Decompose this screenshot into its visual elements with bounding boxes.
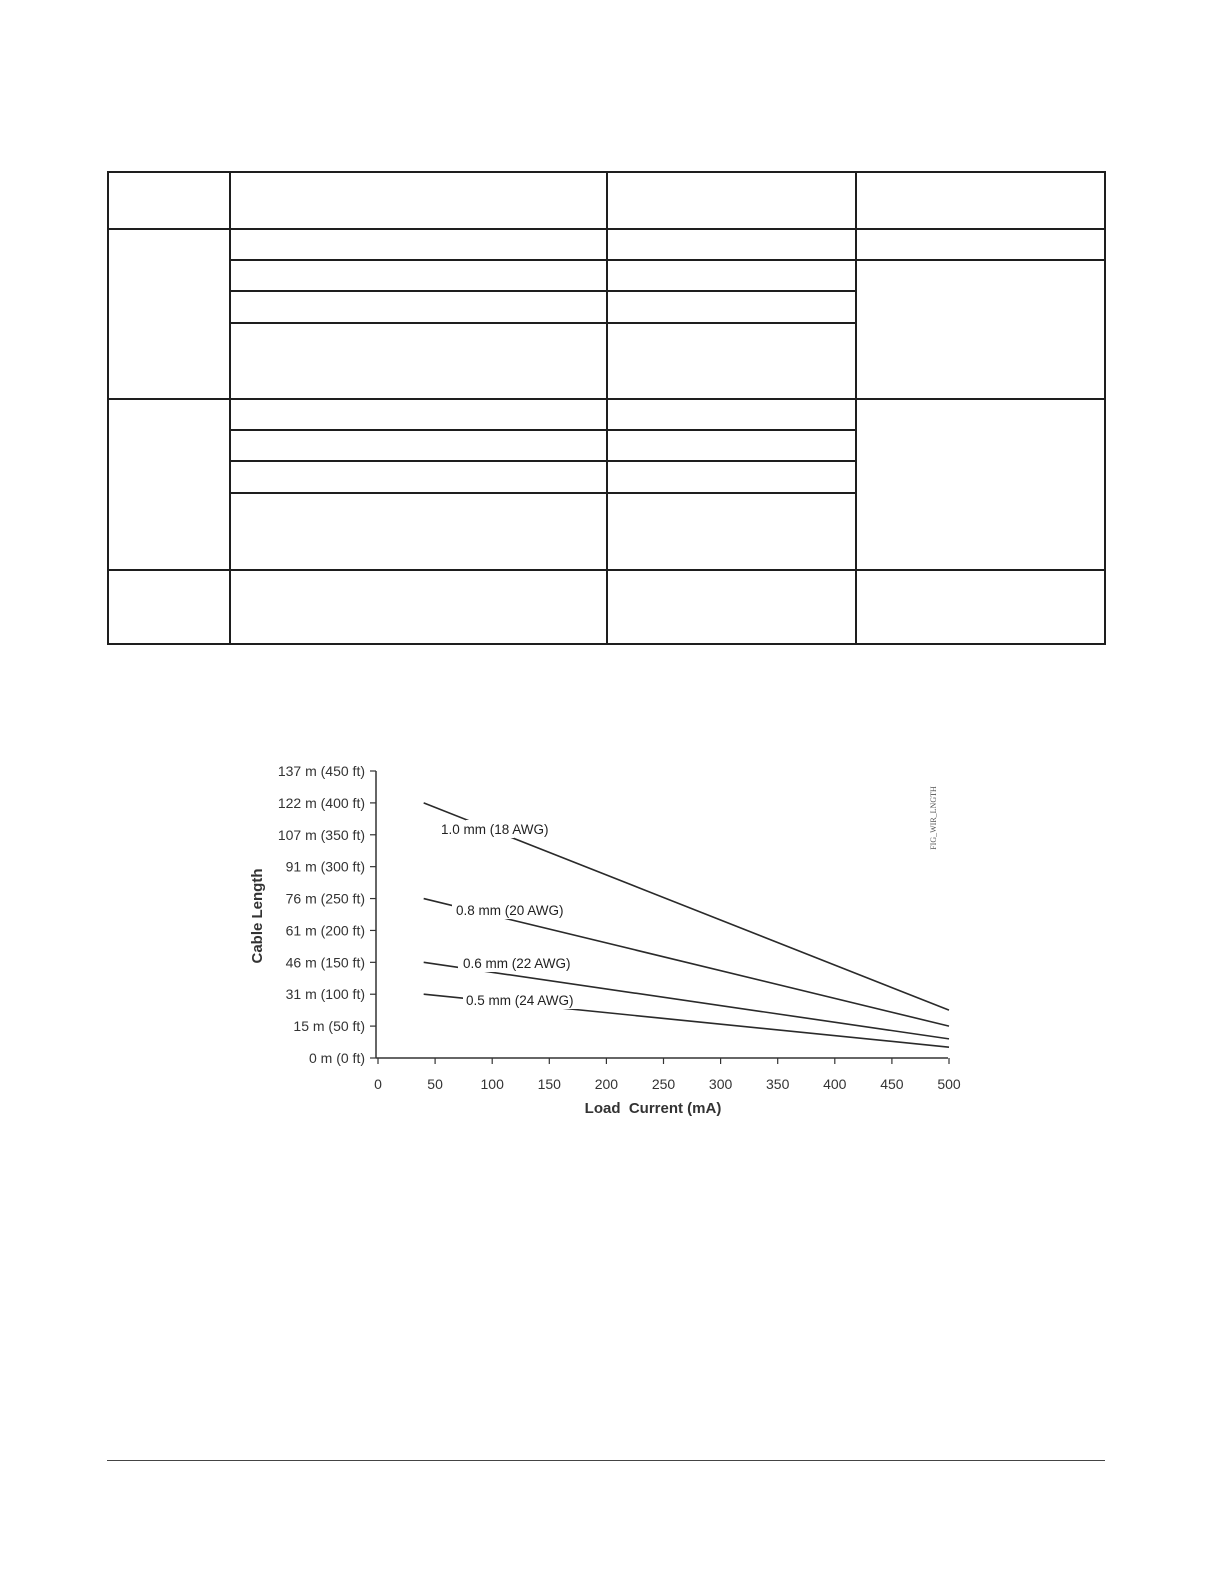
x-tick-label: 0: [374, 1076, 382, 1092]
x-tick-label: 350: [766, 1076, 790, 1092]
series-label: 1.0 mm (18 AWG): [441, 822, 549, 837]
x-tick-label: 200: [594, 1076, 619, 1092]
footer-rule: [107, 1460, 1105, 1461]
y-tick-label: 107 m (350 ft): [277, 826, 365, 843]
x-tick-label: 400: [823, 1076, 847, 1092]
y-tick-label: 31 m (100 ft): [285, 986, 365, 1003]
y-tick-label: 61 m (200 ft): [285, 922, 365, 939]
x-tick-label: 300: [708, 1076, 733, 1092]
x-tick-label: 150: [537, 1076, 561, 1092]
series-label: 0.8 mm (20 AWG): [456, 903, 564, 918]
y-tick-label: 15 m (50 ft): [293, 1018, 365, 1035]
x-tick-label: 500: [937, 1076, 961, 1092]
y-tick-label: 46 m (150 ft): [285, 954, 365, 971]
y-tick-label: 137 m (450 ft): [277, 763, 365, 779]
x-tick-label: 50: [427, 1076, 443, 1092]
y-tick-label: 76 m (250 ft): [285, 890, 365, 907]
series-label: 0.6 mm (22 AWG): [463, 956, 571, 971]
y-tick-label: 91 m (300 ft): [285, 858, 365, 875]
series-label: 0.5 mm (24 AWG): [466, 993, 574, 1008]
figure-side-label: FIG_WIR_LNGTH: [929, 786, 938, 850]
x-tick-label: 250: [651, 1076, 676, 1092]
x-axis-label: Load Current (mA): [584, 1100, 722, 1117]
y-axis-label: Cable Length: [249, 868, 266, 964]
y-tick-label: 122 m (400 ft): [277, 794, 365, 811]
y-tick-label: 0 m (0 ft): [308, 1050, 365, 1066]
x-tick-label: 100: [480, 1076, 504, 1092]
x-tick-label: 450: [880, 1076, 904, 1092]
